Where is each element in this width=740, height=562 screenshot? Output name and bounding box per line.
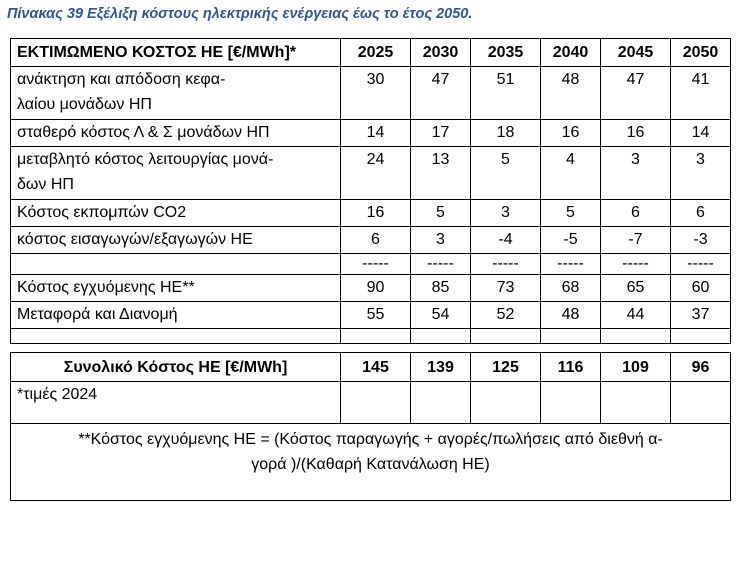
- cell-value: 68: [541, 275, 601, 302]
- cell-value: 16: [541, 120, 601, 147]
- table-row: [11, 227, 731, 254]
- separator-dashes: -----: [341, 254, 411, 275]
- cost-table: [10, 38, 731, 501]
- cell-value: 3: [471, 200, 541, 227]
- separator-dashes: -----: [671, 254, 731, 275]
- cell-value: 47: [411, 67, 471, 120]
- cell-value: 65: [601, 275, 671, 302]
- empty-cell: [541, 382, 601, 424]
- empty-cell: [341, 382, 411, 424]
- table-row: [11, 120, 731, 147]
- total-value: 109: [601, 353, 671, 382]
- empty-cell: [341, 329, 411, 344]
- footnote-line: **Κόστος εγχυόμενης ΗΕ = (Κόστος παραγωγής + αγορές/πωλήσεις από διεθνή α-: [78, 431, 663, 448]
- cell-value: 85: [411, 275, 471, 302]
- gap-row: [11, 344, 731, 353]
- cell-value: 48: [541, 67, 601, 120]
- separator-dashes: -----: [541, 254, 601, 275]
- row-label-line: μεταβλητό κόστος λειτουργίας μονά-: [17, 151, 274, 168]
- header-year: 2030: [411, 39, 471, 67]
- cell-value: 3: [671, 147, 731, 200]
- row-label: Μεταφορά και Διανομή: [11, 302, 341, 329]
- empty-cell: [601, 382, 671, 424]
- cell-value: 48: [541, 302, 601, 329]
- cell-value: 6: [341, 227, 411, 254]
- footnote: [11, 424, 731, 501]
- separator-dashes: -----: [411, 254, 471, 275]
- row-label-line: δων ΗΠ: [17, 176, 74, 193]
- total-value: 125: [471, 353, 541, 382]
- table-caption: Πίνακας 39 Εξέλιξη κόστους ηλεκτρικής ενέργειας έως το έτος 2050.: [7, 6, 473, 22]
- cell-value: -5: [541, 227, 601, 254]
- separator-dashes: -----: [471, 254, 541, 275]
- total-value: 116: [541, 353, 601, 382]
- header-year: 2045: [601, 39, 671, 67]
- row-label: σταθερό κόστος Λ & Σ μονάδων ΗΠ: [11, 120, 341, 147]
- header-year: 2040: [541, 39, 601, 67]
- empty-cell: [601, 329, 671, 344]
- cell-value: 6: [601, 200, 671, 227]
- cell-value: 16: [341, 200, 411, 227]
- total-value: 139: [411, 353, 471, 382]
- header-year: 2035: [471, 39, 541, 67]
- empty-cell: [11, 329, 341, 344]
- table-row: [11, 200, 731, 227]
- row-label: [11, 254, 341, 275]
- cell-value: -4: [471, 227, 541, 254]
- table-row: [11, 275, 731, 302]
- cell-value: 73: [471, 275, 541, 302]
- table-row: [11, 67, 731, 120]
- empty-cell: [471, 382, 541, 424]
- row-label-line: ανάκτηση και απόδοση κεφα-: [17, 71, 226, 88]
- blank-row: [11, 329, 731, 344]
- footnote-row: [11, 424, 731, 501]
- empty-cell: [411, 329, 471, 344]
- cell-value: 44: [601, 302, 671, 329]
- row-label: Κόστος εγχυόμενης ΗΕ**: [11, 275, 341, 302]
- cell-value: 4: [541, 147, 601, 200]
- empty-cell: [471, 329, 541, 344]
- cell-value: 54: [411, 302, 471, 329]
- empty-cell: [671, 382, 731, 424]
- cell-value: 90: [341, 275, 411, 302]
- separator-row: [11, 254, 731, 275]
- cell-value: 51: [471, 67, 541, 120]
- total-value: 145: [341, 353, 411, 382]
- cell-value: 18: [471, 120, 541, 147]
- header-label: ΕΚΤΙΜΩΜΕΝΟ ΚΟΣΤΟΣ ΗΕ [€/MWh]*: [11, 39, 341, 67]
- row-label: Κόστος εκπομπών CO2: [11, 200, 341, 227]
- cell-value: 17: [411, 120, 471, 147]
- header-year: 2025: [341, 39, 411, 67]
- separator-dashes: -----: [601, 254, 671, 275]
- table-row: [11, 147, 731, 200]
- cell-value: 60: [671, 275, 731, 302]
- cell-value: 5: [471, 147, 541, 200]
- cell-value: -7: [601, 227, 671, 254]
- table-row: [11, 302, 731, 329]
- footnote-line: γορά )/(Καθαρή Κατανάλωση ΗΕ): [251, 456, 490, 473]
- cell-value: 14: [671, 120, 731, 147]
- cell-value: 3: [411, 227, 471, 254]
- note-row: [11, 382, 731, 424]
- total-value: 96: [671, 353, 731, 382]
- cell-value: 55: [341, 302, 411, 329]
- total-row: [11, 353, 731, 382]
- header-year: 2050: [671, 39, 731, 67]
- header-row: [11, 39, 731, 67]
- cell-value: 3: [601, 147, 671, 200]
- cell-value: 47: [601, 67, 671, 120]
- empty-cell: [411, 382, 471, 424]
- cell-value: 16: [601, 120, 671, 147]
- cell-value: 5: [411, 200, 471, 227]
- empty-cell: [541, 329, 601, 344]
- row-label: [11, 67, 341, 120]
- cell-value: 13: [411, 147, 471, 200]
- cell-value: 24: [341, 147, 411, 200]
- total-label: Συνολικό Κόστος ΗΕ [€/MWh]: [11, 353, 341, 382]
- cell-value: 6: [671, 200, 731, 227]
- cell-value: 41: [671, 67, 731, 120]
- gap-cell: [11, 344, 731, 353]
- cell-value: 37: [671, 302, 731, 329]
- price-note: *τιμές 2024: [11, 382, 341, 424]
- empty-cell: [671, 329, 731, 344]
- cell-value: 5: [541, 200, 601, 227]
- cell-value: -3: [671, 227, 731, 254]
- cell-value: 52: [471, 302, 541, 329]
- row-label: κόστος εισαγωγών/εξαγωγών ΗΕ: [11, 227, 341, 254]
- cell-value: 14: [341, 120, 411, 147]
- row-label-line: λαίου μονάδων ΗΠ: [17, 96, 152, 113]
- cell-value: 30: [341, 67, 411, 120]
- row-label: [11, 147, 341, 200]
